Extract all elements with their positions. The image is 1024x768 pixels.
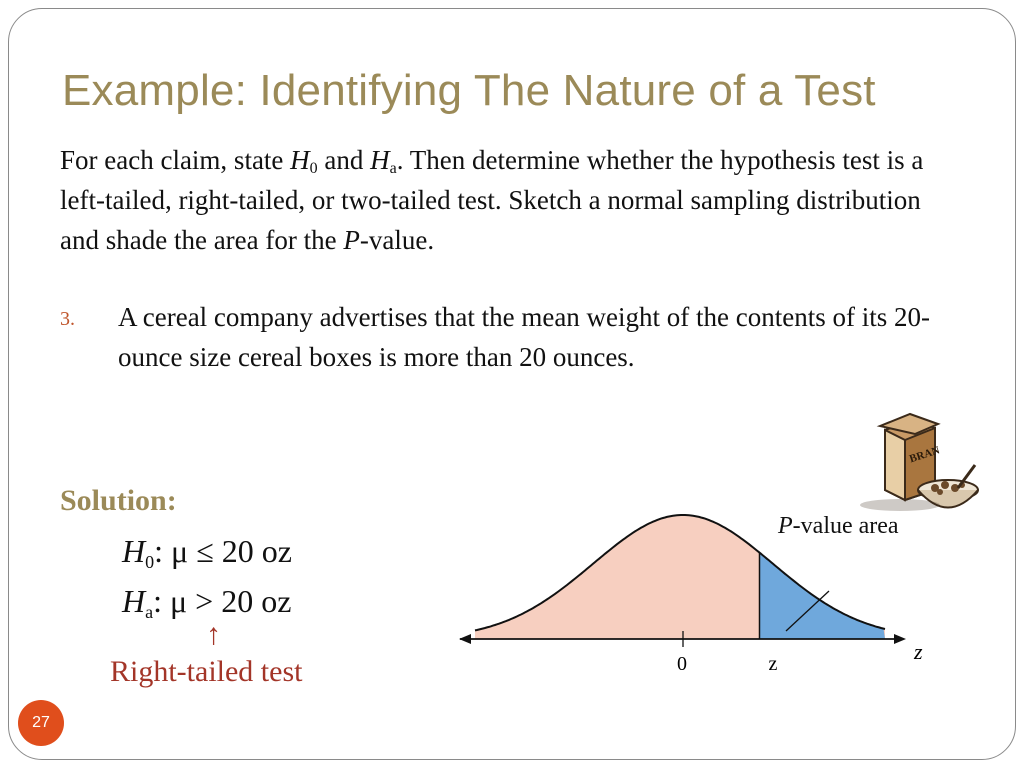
h0-statement: : μ ≤ 20 oz [154, 533, 292, 569]
axis-left-arrow-icon [459, 634, 471, 644]
ha-statement: : μ > 20 oz [153, 583, 292, 619]
p-symbol: P [343, 225, 360, 255]
instructions-part-2: . Then determine whether the hypothesis test is a left-tailed, right-tailed, or two-tailed test. Sketch a normal sampling distribution and shade the area for the [60, 145, 924, 255]
pvalue-letter: P [778, 513, 793, 539]
pvalue-tail-area [760, 553, 886, 639]
instructions-part-1: For each claim, state [60, 145, 291, 175]
up-arrow-icon: ↑ [206, 618, 221, 651]
slide-title: Example: Identifying The Nature of a Test [62, 66, 876, 115]
tick-label-z: z [768, 653, 778, 675]
svg-text:BRAN: BRAN [907, 444, 942, 466]
axis-variable-label: z [914, 639, 923, 664]
h0-sub: 0 [145, 552, 155, 572]
h0-letter: H [122, 533, 146, 569]
instructions-and: and [317, 145, 371, 175]
slide-number-badge: 27 [18, 700, 64, 746]
instructions-part-3: -value. [359, 225, 435, 255]
axis-right-arrow-icon [894, 634, 906, 644]
test-type-note: Right-tailed test [110, 655, 303, 688]
h0-subscript: 0 [309, 160, 318, 177]
pvalue-rest: -value area [792, 513, 899, 539]
h0-symbol: H [290, 145, 310, 175]
cereal-box-bowl-icon [860, 414, 978, 511]
list-item-text: A cereal company advertises that the mean weight of the contents of its 20-ounce size cereal boxes is more than 20 ounces. [118, 302, 930, 372]
ha-subscript: a [389, 160, 397, 177]
list-item-number: 3. [60, 308, 75, 330]
ha-letter: H [122, 583, 146, 619]
tick-label-zero: 0 [677, 653, 687, 675]
ha-sub: a [145, 602, 154, 622]
ha-symbol: H [370, 145, 390, 175]
solution-heading: Solution: [60, 484, 177, 517]
